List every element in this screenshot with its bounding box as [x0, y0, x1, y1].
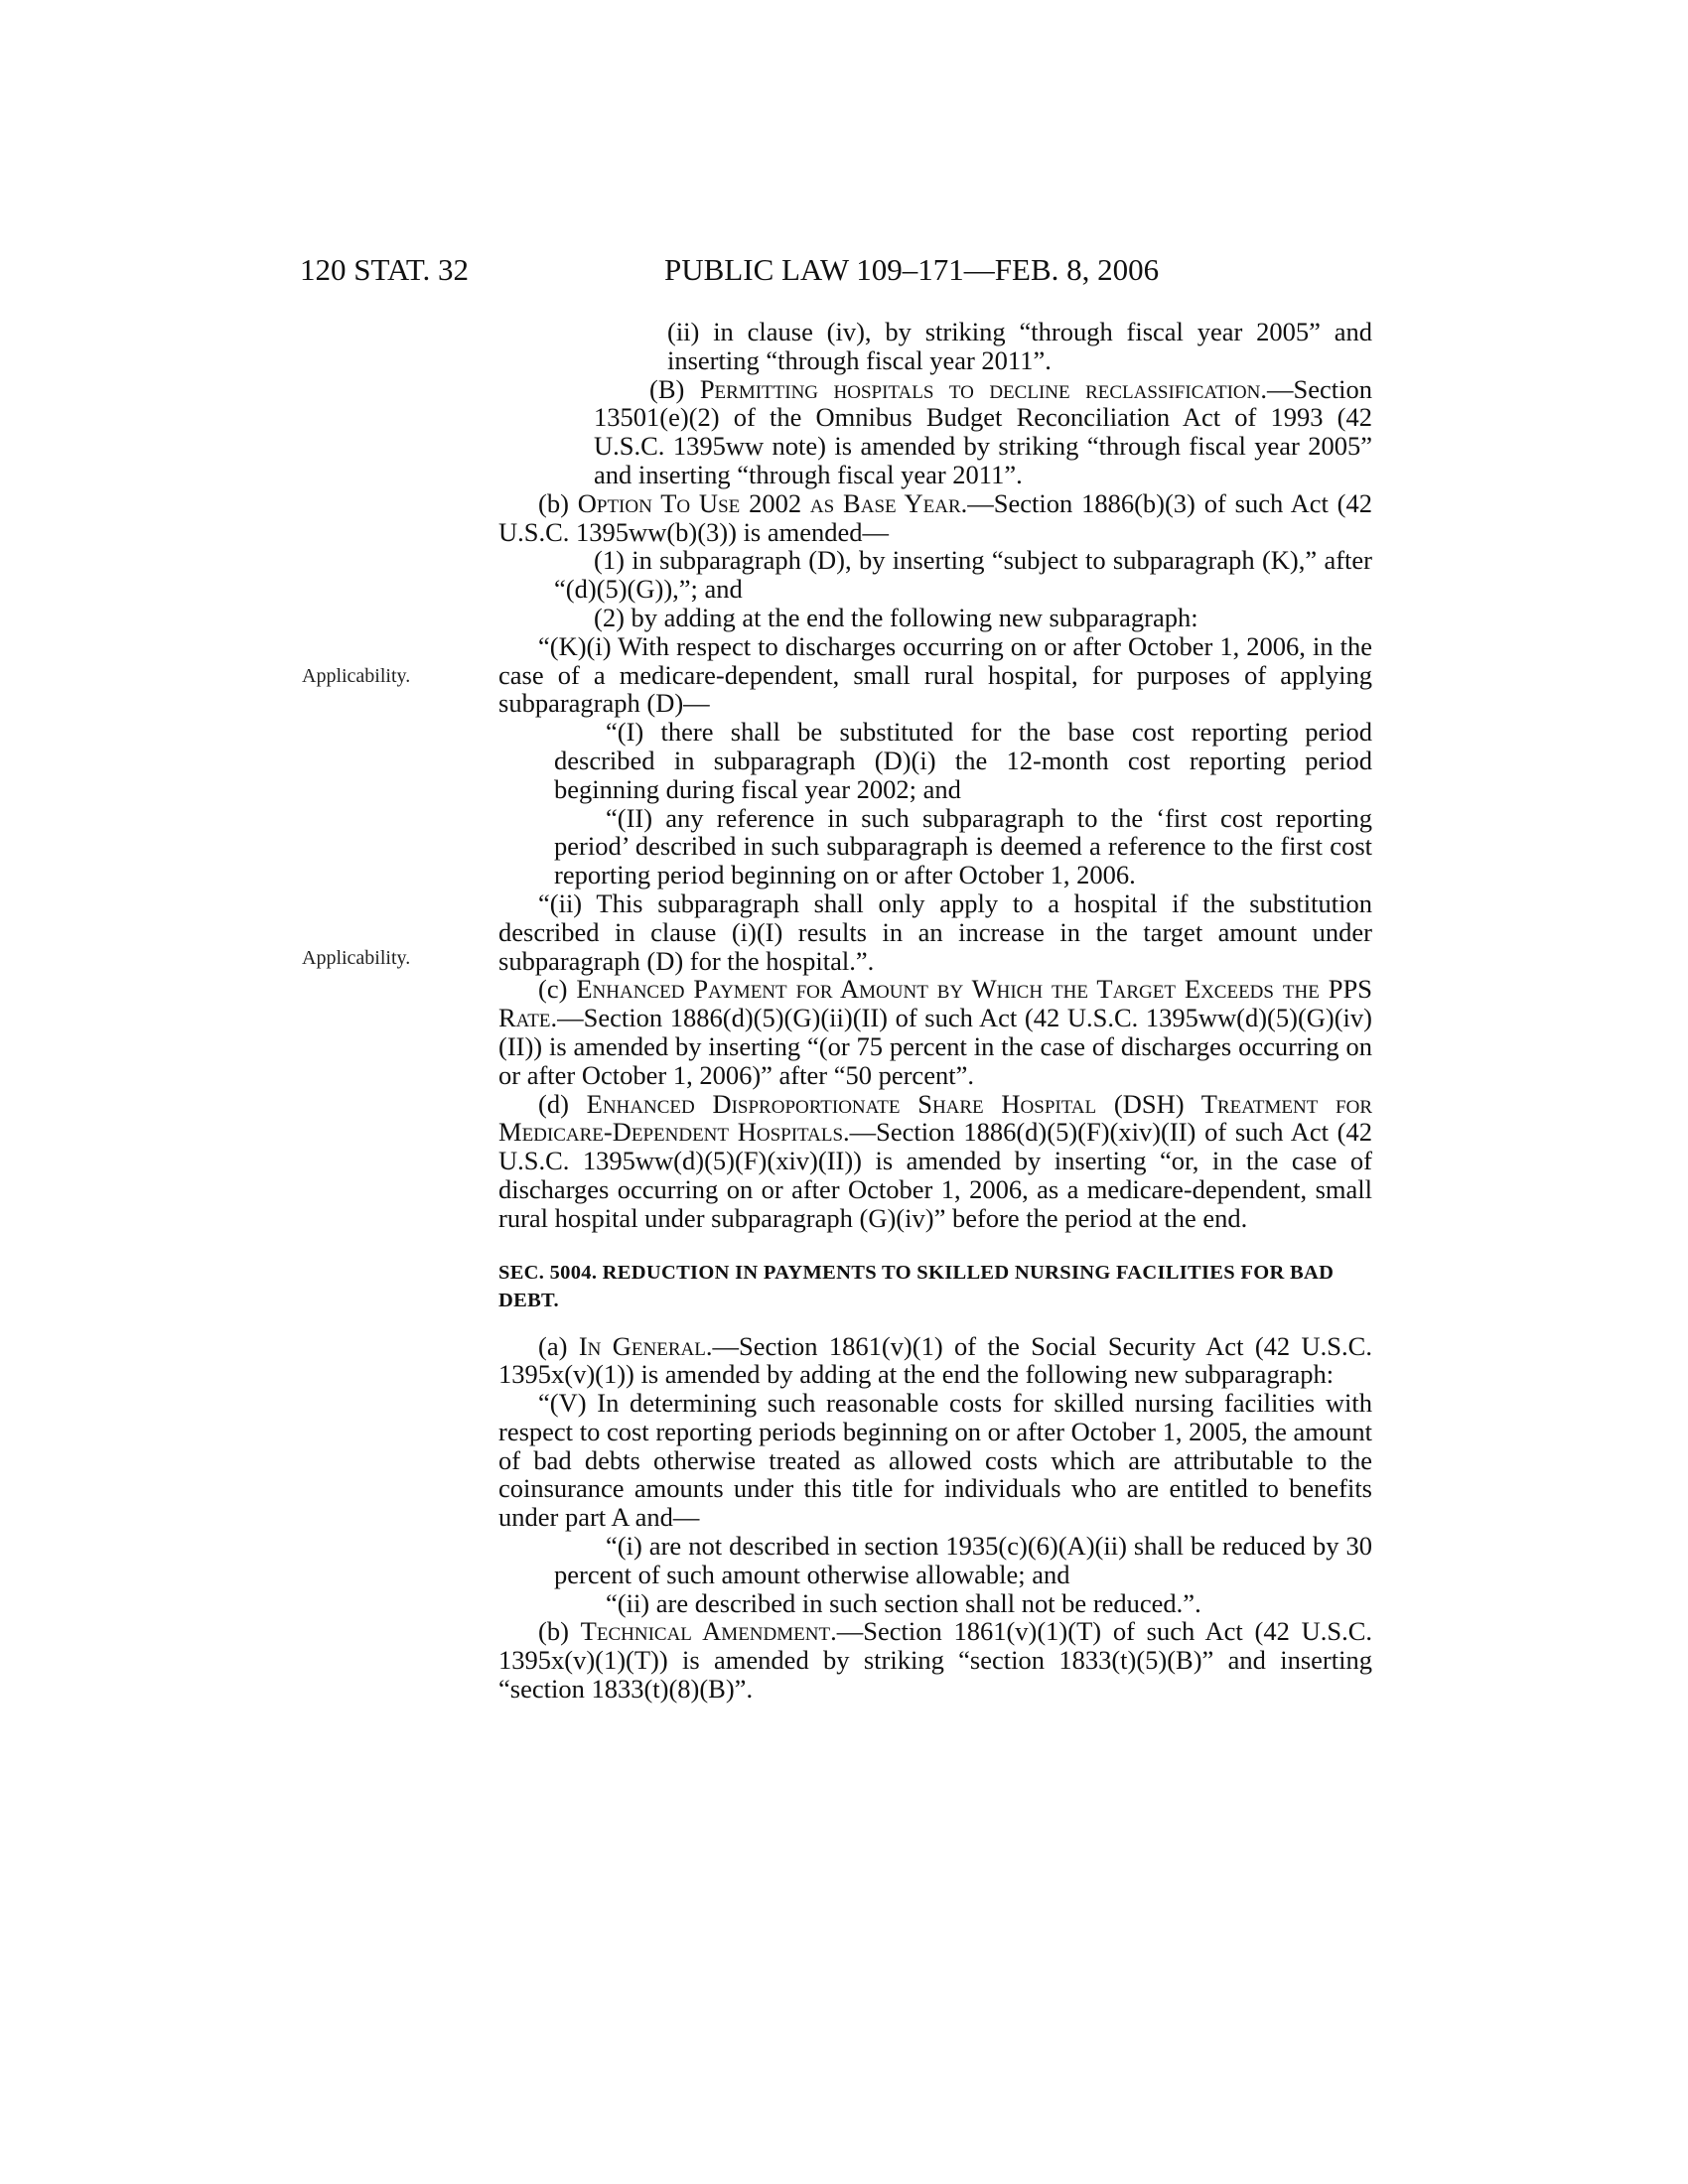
paragraph: (b) Technical Amendment.—Section 1861(v)(1)(T) of such Act (42 U.S.C. 1395x(v)(1)(T)) is amended by striking “section 1833(t)(5)(B)” and inserting “section 1833(t)(8)(B)”. — [498, 1616, 1373, 1705]
paragraph: (ii) in clause (iv), by striking “through fiscal year 2005” and inserting “through fiscal year 2011”. — [667, 317, 1372, 375]
paragraph: “(ii) are described in such section shall not be reduced.”. — [606, 1587, 1201, 1618]
running-header: PUBLIC LAW 109–171—FEB. 8, 2006 — [664, 252, 1160, 287]
page-number: 120 STAT. 32 — [300, 252, 470, 287]
section-heading: SEC. 5004. REDUCTION IN PAYMENTS TO SKILLED NURSING FACILITIES FOR BAD DEBT. — [498, 1261, 1335, 1311]
paragraph: “(V) In determining such reasonable costs for skilled nursing facilities with respect to cost reporting periods beginning on or after October 1, 2005, the amount of bad debts otherwise treated as allowed costs which are attributable to the coinsurance amounts under this title for individuals who are entitled to benefits under part A and— — [498, 1388, 1372, 1533]
paragraph: “(II) any reference in such subparagraph to the ‘first cost reporting period’ described in such subparagraph is deemed a reference to the first cost reporting period beginning on or after October 1, 2006. — [554, 802, 1372, 890]
paragraph: (2) by adding at the end the following new subparagraph: — [594, 602, 1198, 632]
paragraph: “(i) are not described in section 1935(c)(6)(A)(ii) shall be reduced by 30 percent of such amount otherwise allowable; and — [554, 1531, 1372, 1589]
paragraph: (d) Enhanced Disproportionate Share Hospital (DSH) Treatment for Medicare-Dependent Hospitals.—Section 1886(d)(5)(F)(xiv)(II) of such Act (42 U.S.C. 1395ww(d)(5)(F)(xiv)(II)) is amended by inserting “or, in the case of discharges occurring on or after October 1, 2006, as a medicare-dependent, small rural hospital under subparagraph (G)(iv)” before the period at the end. — [498, 1088, 1372, 1233]
paragraph: (b) Option To Use 2002 as Base Year.—Section 1886(b)(3) of such Act (42 U.S.C. 1395ww(b)(3)) is amended— — [498, 487, 1373, 547]
paragraph: “(ii) This subparagraph shall only apply to a hospital if the substitution described in clause (i)(I) results in an increase in the target amount under subparagraph (D) for the hospital.”. — [498, 887, 1372, 976]
paragraph: “(K)(i) With respect to discharges occurring on or after October 1, 2006, in the case of a medicare-dependent, small rural hospital, for purposes of applying subparagraph (D)— — [498, 630, 1372, 719]
law-text — [498, 318, 1372, 1704]
margin-note: Applicability. — [302, 665, 411, 687]
paragraph: (1) in subparagraph (D), by inserting “subject to subparagraph (K),” after “(d)(5)(G)),”; and — [554, 545, 1372, 605]
paragraph: “(I) there shall be substituted for the base cost reporting period described in subparagraph (D)(i) the 12-month cost reporting period beginning during fiscal year 2002; and — [554, 717, 1372, 804]
paragraph: (c) Enhanced Payment for Amount by Which the Target Exceeds the PPS Rate.—Section 1886(d)(5)(G)(ii)(II) of such Act (42 U.S.C. 1395ww(d)(5)(G)(iv)(II)) is amended by inserting “(or 75 percent in the case of discharges occurring on or after October 1, 2006)” after “50 percent”. — [498, 974, 1372, 1090]
margin-note: Applicability. — [302, 947, 411, 969]
paragraph: (a) In General.—Section 1861(v)(1) of the Social Security Act (42 U.S.C. 1395x(v)(1)) is amended by adding at the end the following new subparagraph: — [498, 1330, 1372, 1390]
paragraph: (B) Permitting hospitals to decline reclassification.—Section 13501(e)(2) of the Omnibus Budget Reconciliation Act of 1993 (42 U.S.C. 1395ww note) is amended by striking “through fiscal year 2005” and inserting “through fiscal year 2011”. — [594, 373, 1372, 489]
